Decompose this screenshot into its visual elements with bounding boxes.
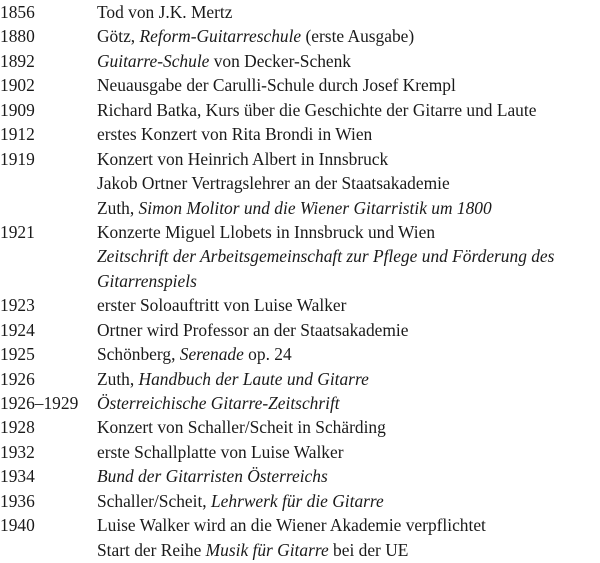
entry-text: erste Schallplatte von Luise Walker bbox=[97, 441, 344, 462]
entry-title-italic: Österreichische Gitarre-Zeitschrift bbox=[97, 393, 340, 413]
entry-text: Konzert von Heinrich Albert in Innsbruck bbox=[97, 148, 389, 169]
timeline-year: 1928 bbox=[0, 417, 35, 438]
timeline-entry bbox=[97, 391, 340, 415]
entry-text: op. 24 bbox=[243, 344, 292, 365]
timeline-year: 1902 bbox=[0, 75, 35, 96]
timeline-row bbox=[0, 318, 600, 342]
entry-text: Zuth, bbox=[97, 197, 139, 218]
timeline-row bbox=[0, 0, 600, 24]
timeline-year: 1856 bbox=[0, 2, 35, 22]
timeline-row bbox=[0, 122, 600, 146]
entry-title-italic: Musik für Gitarre bbox=[205, 539, 329, 560]
timeline-year: 1926–1929 bbox=[0, 393, 79, 413]
timeline-entry bbox=[97, 122, 372, 146]
entry-text: erstes Konzert von Rita Brondi in Wien bbox=[97, 124, 373, 145]
timeline-row bbox=[0, 98, 600, 122]
entry-text: (erste Ausgabe) bbox=[301, 26, 415, 47]
entry-title-italic: Lehrwerk für die Gitarre bbox=[210, 490, 384, 511]
timeline-row bbox=[0, 538, 600, 562]
timeline-entry bbox=[97, 513, 486, 537]
entry-text: Konzerte Miguel Llobets in Innsbruck und Wien bbox=[97, 221, 436, 242]
entry-text: Tod von J.K. Mertz bbox=[97, 2, 233, 22]
timeline-row bbox=[0, 489, 600, 513]
timeline-entry bbox=[97, 196, 492, 220]
timeline-entry bbox=[97, 220, 435, 244]
entry-title-italic: Guitarre-Schule bbox=[97, 50, 210, 71]
timeline-entry bbox=[97, 367, 369, 391]
timeline-entry bbox=[97, 24, 414, 48]
timeline-year: 1919 bbox=[0, 148, 35, 169]
timeline-row bbox=[0, 367, 600, 391]
timeline-row bbox=[0, 73, 600, 97]
timeline-row bbox=[0, 415, 600, 439]
entry-text: Start der Reihe bbox=[97, 539, 206, 560]
timeline-entry bbox=[97, 318, 408, 342]
entry-text: erster Soloauftritt von Luise Walker bbox=[97, 295, 347, 316]
timeline-row bbox=[0, 147, 600, 171]
timeline-row bbox=[0, 196, 600, 220]
timeline-entry bbox=[97, 0, 232, 24]
timeline-row bbox=[0, 171, 600, 195]
timeline-entry bbox=[97, 49, 351, 73]
timeline-entry bbox=[97, 293, 346, 317]
timeline-year: 1925 bbox=[0, 344, 35, 365]
timeline-row bbox=[0, 49, 600, 73]
timeline-year: 1926 bbox=[0, 368, 35, 389]
timeline-entry bbox=[97, 147, 388, 171]
timeline-year: 1923 bbox=[0, 295, 35, 316]
timeline-row bbox=[0, 513, 600, 537]
timeline-year: 1940 bbox=[0, 515, 35, 536]
timeline-row bbox=[0, 220, 600, 244]
timeline-entry bbox=[97, 342, 292, 366]
entry-text: Neuausgabe der Carulli-Schule durch Josef Krempl bbox=[97, 75, 456, 96]
entry-title-italic: Bund der Gitarristen Österreichs bbox=[97, 466, 328, 487]
entry-text: von Decker-Schenk bbox=[209, 50, 351, 71]
timeline-year: 1892 bbox=[0, 50, 35, 71]
entry-text: Jakob Ortner Vertragslehrer an der Staatsakademie bbox=[97, 173, 450, 194]
timeline-year: 1936 bbox=[0, 490, 35, 511]
entry-text: Konzert von Schaller/Scheit in Schärding bbox=[97, 417, 386, 438]
entry-text: Ortner wird Professor an der Staatsakademie bbox=[97, 319, 409, 340]
entry-text: Luise Walker wird an die Wiener Akademie verpflichtet bbox=[97, 515, 486, 536]
timeline-entry bbox=[97, 171, 450, 195]
timeline-year: 1934 bbox=[0, 466, 35, 487]
timeline-entry bbox=[97, 415, 386, 439]
timeline-year: 1880 bbox=[0, 26, 35, 47]
timeline-entry bbox=[97, 464, 328, 488]
timeline-entry bbox=[97, 440, 344, 464]
timeline-entry bbox=[97, 489, 384, 513]
timeline-row bbox=[0, 269, 600, 293]
timeline-entry bbox=[97, 98, 536, 122]
entry-text: Richard Batka, Kurs über die Geschichte der Gitarre und Laute bbox=[97, 99, 537, 120]
timeline-year: 1909 bbox=[0, 99, 35, 120]
timeline-row bbox=[0, 24, 600, 48]
timeline-entry bbox=[97, 244, 554, 268]
entry-title-italic: Zeitschrift der Arbeitsgemeinschaft zur Pflege und Förderung des bbox=[97, 246, 555, 267]
entry-title-italic: Handbuch der Laute und Gitarre bbox=[138, 368, 369, 389]
entry-text: Schönberg, bbox=[97, 344, 180, 365]
timeline-row bbox=[0, 464, 600, 488]
timeline-year: 1932 bbox=[0, 441, 35, 462]
entry-title-italic: Gitarrenspiels bbox=[97, 270, 197, 291]
timeline-row bbox=[0, 244, 600, 268]
entry-title-italic: Serenade bbox=[179, 344, 244, 365]
timeline-row bbox=[0, 293, 600, 317]
entry-text: Schaller/Scheit, bbox=[97, 490, 211, 511]
timeline-row bbox=[0, 342, 600, 366]
timeline-year: 1912 bbox=[0, 124, 35, 145]
timeline-year: 1921 bbox=[0, 221, 35, 242]
entry-text: bei der UE bbox=[328, 539, 409, 560]
timeline-entry bbox=[97, 73, 456, 97]
entry-title-italic: Simon Molitor und die Wiener Gitarristik um 1800 bbox=[138, 197, 492, 218]
entry-title-italic: Reform-Guitarreschule bbox=[139, 26, 302, 47]
timeline-row bbox=[0, 440, 600, 464]
timeline-entry bbox=[97, 269, 197, 293]
timeline-entry bbox=[97, 538, 408, 562]
entry-text: Götz, bbox=[97, 26, 140, 47]
entry-text: Zuth, bbox=[97, 368, 139, 389]
timeline-row bbox=[0, 391, 600, 415]
timeline-year: 1924 bbox=[0, 319, 35, 340]
